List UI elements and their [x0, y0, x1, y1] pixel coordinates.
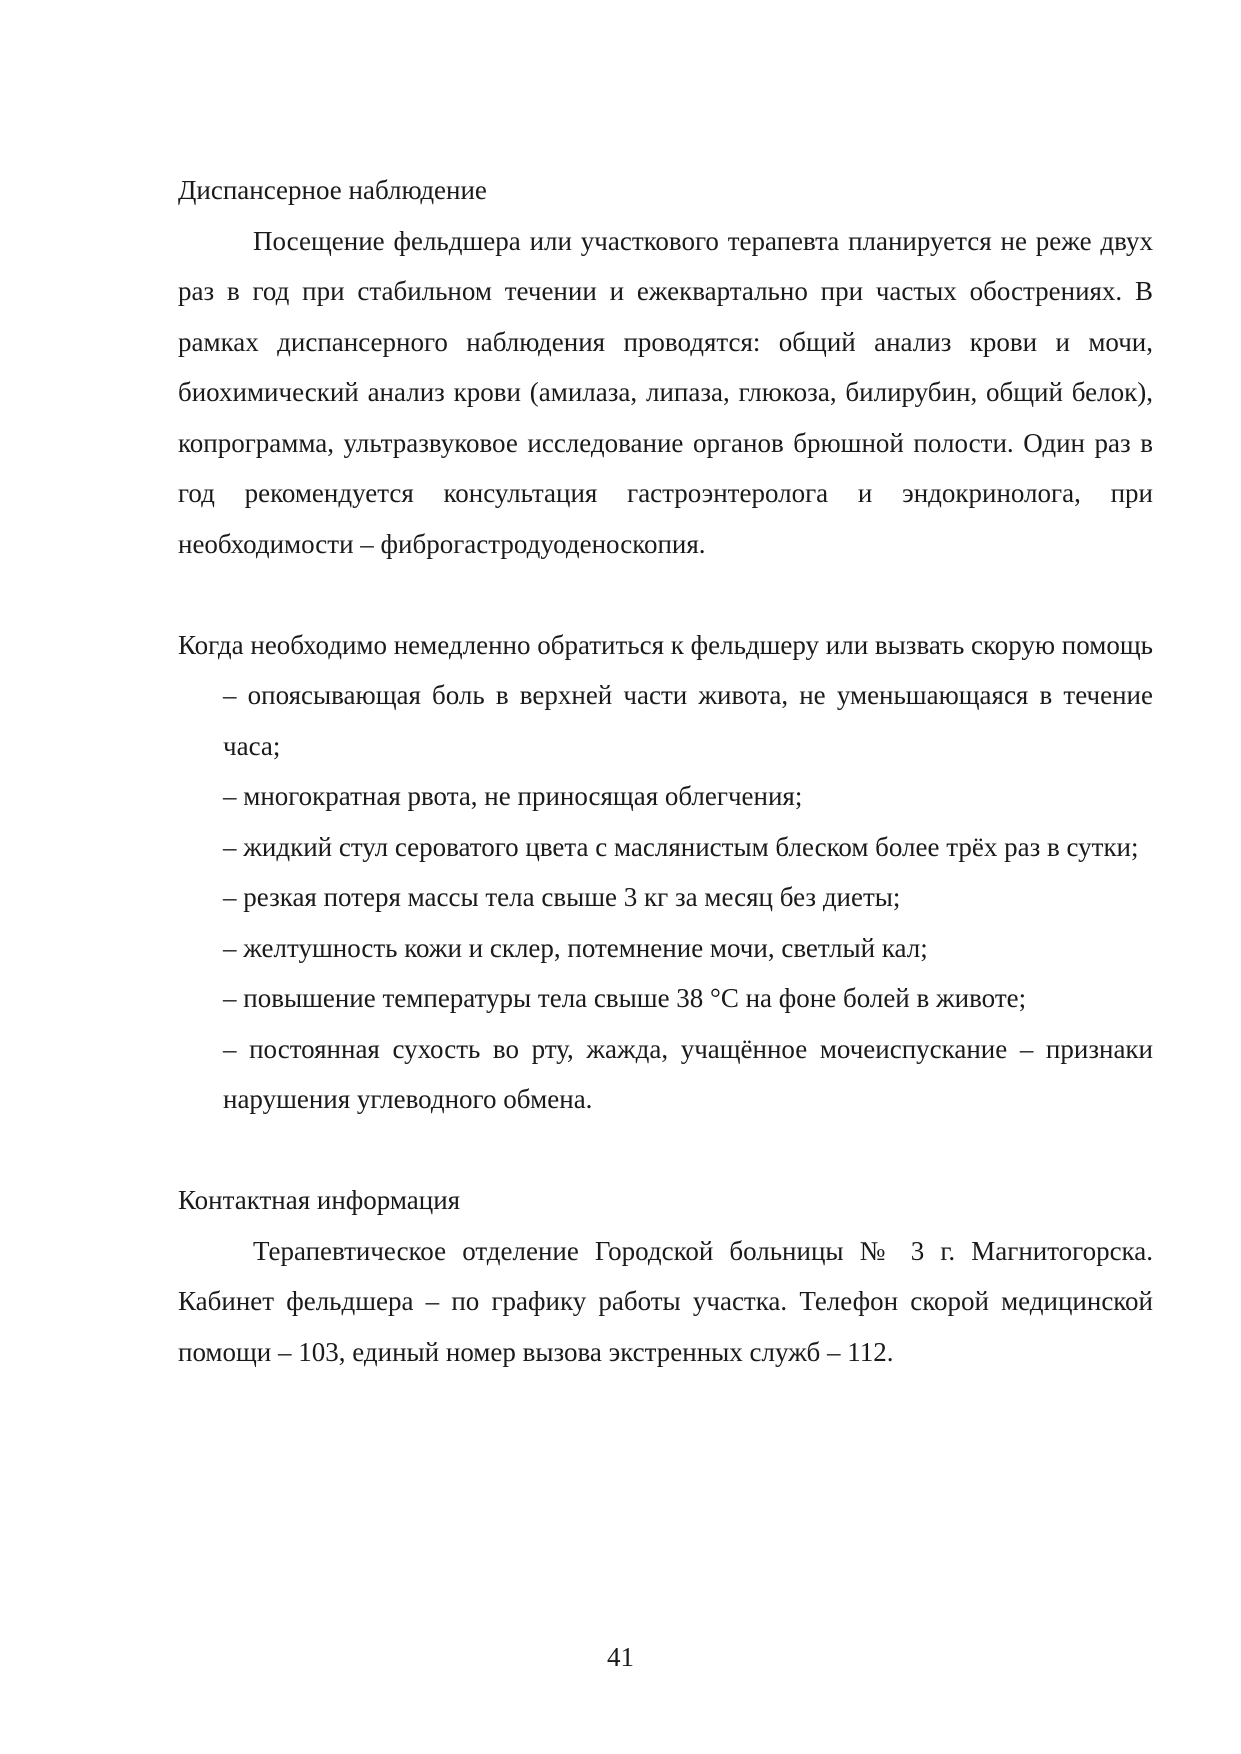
document-page — [178, 165, 1153, 1377]
list-item: – жидкий стул сероватого цвета с маслянистым блеском более трёх раз в сутки; — [223, 831, 1139, 862]
section-dispensary — [178, 165, 1153, 569]
list-item: – многократная рвота, не приносящая облегчения; — [223, 781, 803, 811]
dispensary-paragraph: Посещение фельдшера или участкового терапевта планируется не реже двух раз в год при стабильном течении и ежеквартально при частых обострениях. В рамках диспансерного наблюдения проводятся: общий анализ крови и мочи, биохимический анализ крови (амилаза, липаза, глюкоза, билирубин, общий белок), копрограмма, ультразвуковое исследование органов брюшной полости. Один раз в год рекомендуется консультация гастроэнтеролога и эндокринолога, при необходимости – фиброгастродуоденоскопия. — [178, 225, 1153, 559]
list-item: – желтушность кожи и склер, потемнение мочи, светлый кал; — [223, 932, 928, 963]
contacts-paragraph: Терапевтическое отделение Городской больницы № 3 г. Магнитогорска. Кабинет фельдшера – по графику работы участка. Телефон скорой медицинской помощи – 103, единый номер вызова экстренных служб – 112. — [178, 1235, 1153, 1367]
emergency-symptom-list — [178, 670, 1153, 1125]
section-heading-emergency: Когда необходимо немедленно обратиться к фельдшеру или вызвать скорую помощь — [178, 629, 1153, 660]
section-spacer — [178, 1125, 1153, 1176]
list-item: – постоянная сухость во рту, жажда, учащённое мочеиспускание – признаки нарушения углеводного обмена. — [223, 1033, 1153, 1114]
section-spacer — [178, 569, 1153, 620]
list-item: – повышение температуры тела свыше 38 °С на фоне болей в животе; — [223, 983, 1027, 1013]
section-heading-contacts: Контактная информация — [178, 1185, 461, 1215]
list-item: – опоясывающая боль в верхней части живота, не уменьшающаяся в течение часа; — [223, 680, 1153, 761]
section-emergency — [178, 620, 1153, 1125]
list-item: – резкая потеря массы тела свыше 3 кг за месяц без диеты; — [223, 882, 901, 912]
section-contacts — [178, 1175, 1153, 1377]
section-heading-dispensary: Диспансерное наблюдение — [178, 175, 487, 205]
page-number: 41 — [607, 1642, 634, 1672]
